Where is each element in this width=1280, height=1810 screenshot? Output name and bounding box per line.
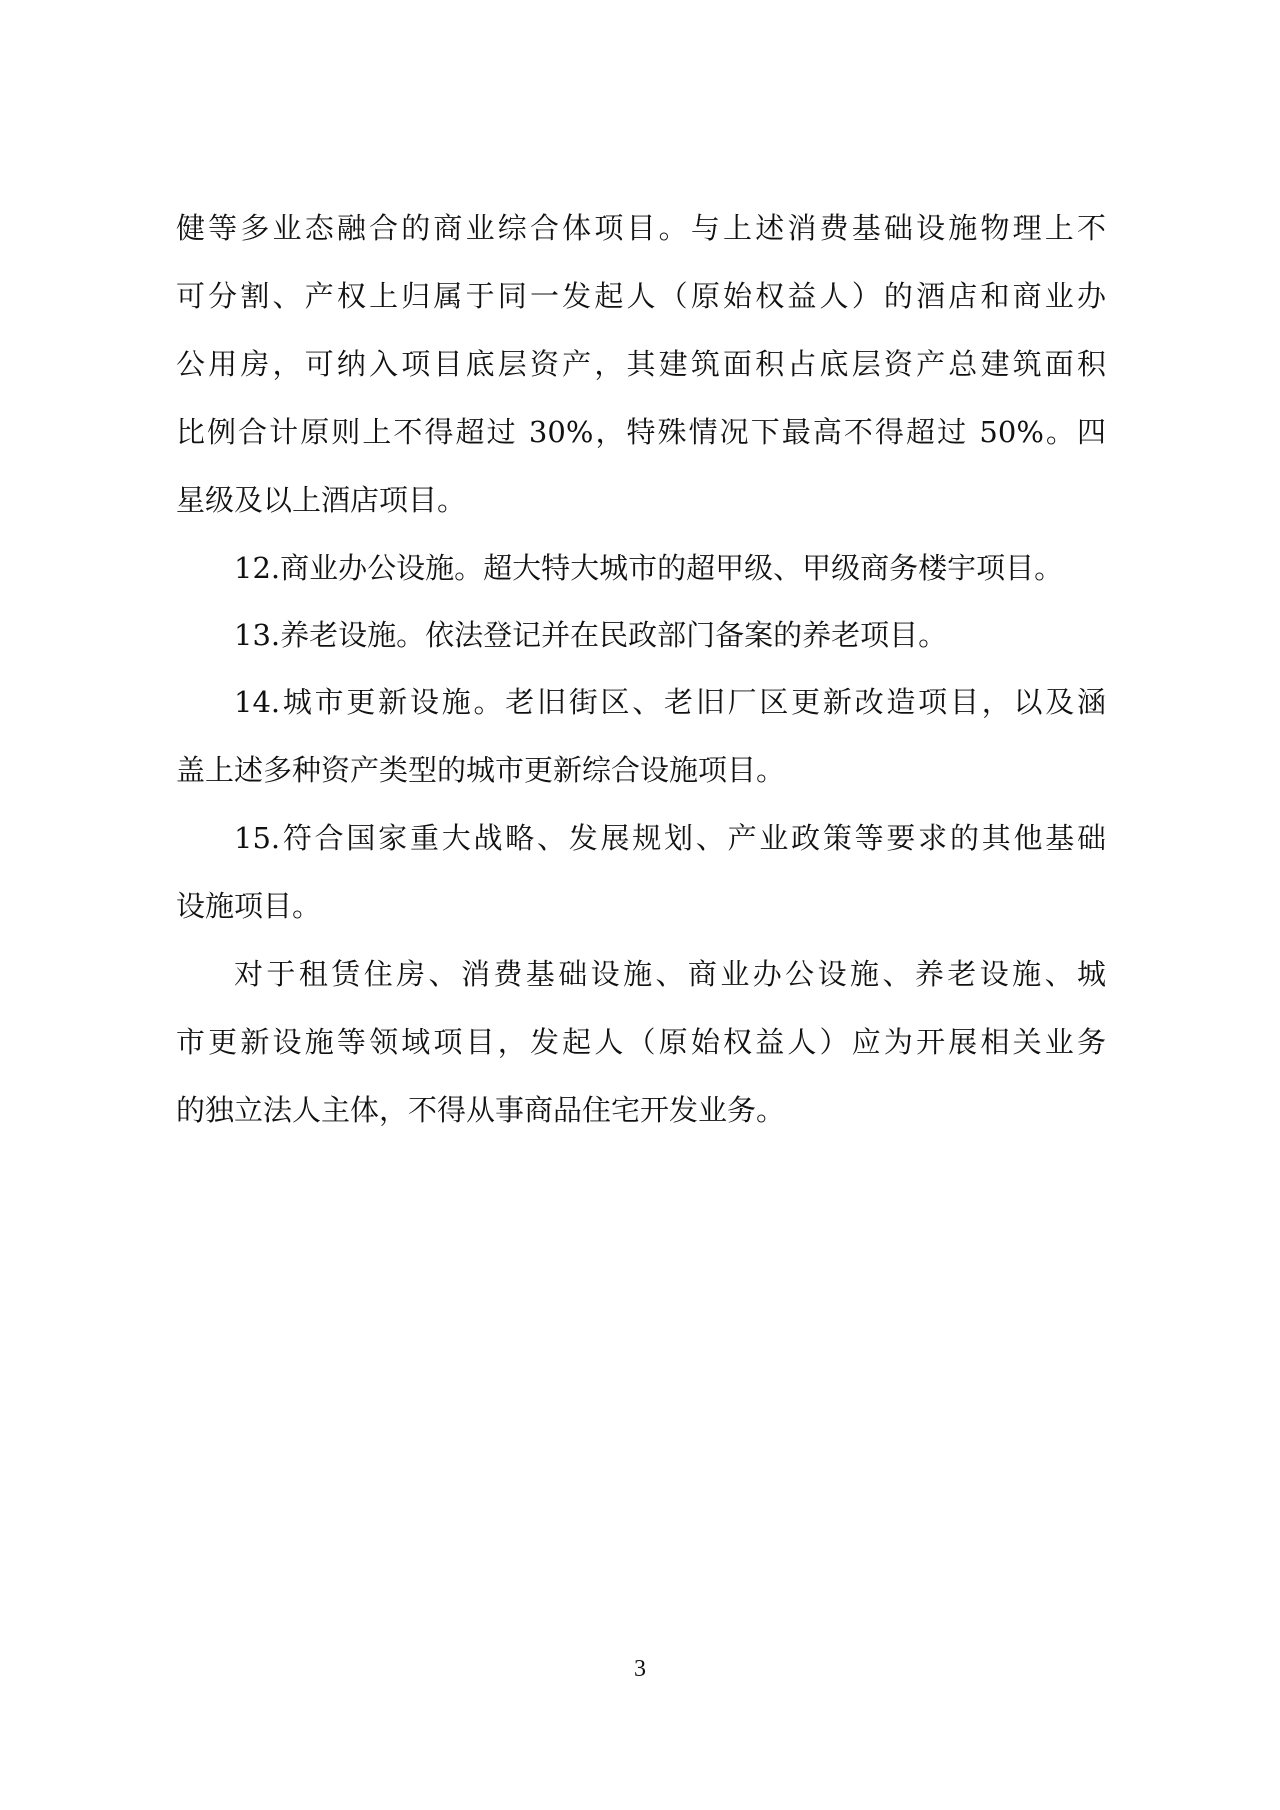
body-text-line: 健等多业态融合的商业综合体项目。与上述消费基础设施物理上不 [176,211,1106,245]
body-text-line: 比例合计原则上不得超过 30%，特殊情况下最高不得超过 50%。四 [176,415,1106,449]
list-item-14: 14.城市更新设施。老旧街区、老旧厂区更新改造项目，以及涵 [234,685,1106,719]
body-text-line: 公用房，可纳入项目底层资产，其建筑面积占底层资产总建筑面积 [176,347,1106,381]
body-text-line: 星级及以上酒店项目。 [176,483,467,517]
list-item-14-continuation: 盖上述多种资产类型的城市更新综合设施项目。 [176,753,786,787]
list-item-15-continuation: 设施项目。 [176,889,322,923]
page-number: 3 [634,1656,646,1682]
closing-paragraph-line: 的独立法人主体，不得从事商品住宅开发业务。 [176,1093,786,1127]
body-text-line: 可分割、产权上归属于同一发起人（原始权益人）的酒店和商业办 [176,279,1106,313]
closing-paragraph-line: 市更新设施等领域项目，发起人（原始权益人）应为开展相关业务 [176,1025,1106,1059]
closing-paragraph-line: 对于租赁住房、消费基础设施、商业办公设施、养老设施、城 [234,957,1106,991]
list-item-15: 15.符合国家重大战略、发展规划、产业政策等要求的其他基础 [234,821,1106,855]
list-item-12: 12.商业办公设施。超大特大城市的超甲级、甲级商务楼宇项目。 [234,551,1064,585]
list-item-13: 13.养老设施。依法登记并在民政部门备案的养老项目。 [234,618,948,652]
